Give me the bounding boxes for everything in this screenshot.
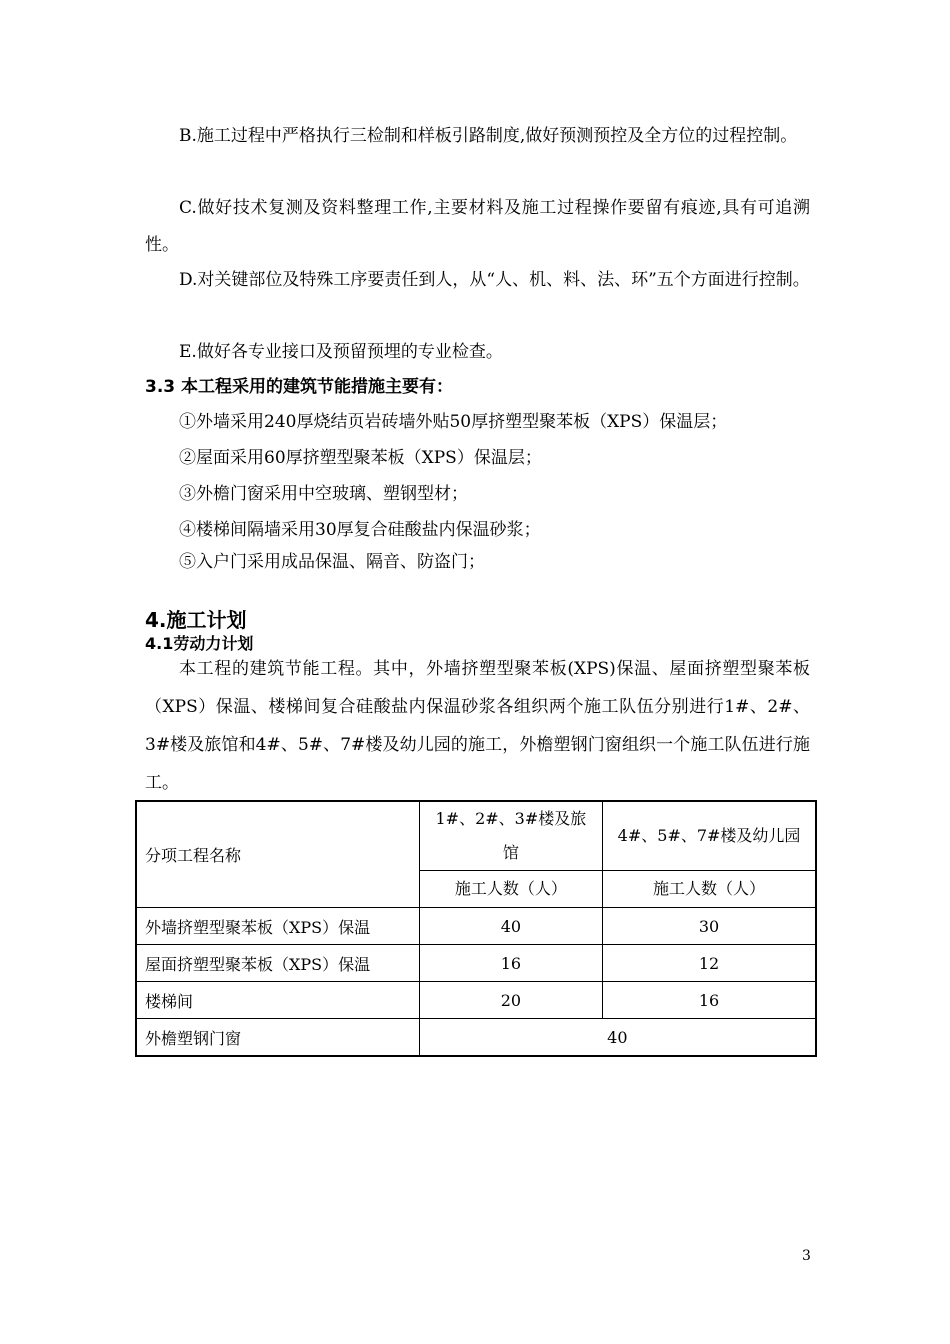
header-group-b-line2: 施工人数（人） <box>603 871 816 908</box>
section-4-1-heading: 4.1劳动力计划 <box>145 634 254 653</box>
measure-item-5: ⑤入户门采用成品保温、隔音、防盗门； <box>179 552 485 572</box>
header-group-a-line1: 1#、2#、3#楼及旅馆 <box>419 801 602 871</box>
row-name: 外墙挤塑型聚苯板（XPS）保温 <box>136 908 419 945</box>
page-number: 3 <box>802 1248 811 1264</box>
row-name: 楼梯间 <box>136 982 419 1019</box>
row-count-a: 16 <box>419 945 602 982</box>
paragraph-b: B.施工过程中严格执行三检制和样板引路制度,做好预测预控及全方位的过程控制。 <box>179 126 798 146</box>
paragraph-e: E.做好各专业接口及预留预埋的专业检查。 <box>179 342 503 362</box>
labor-plan-table <box>135 800 817 1057</box>
table-row <box>136 945 816 982</box>
paragraph-d: D.对关键部位及特殊工序要责任到人，从“人、机、料、法、环”五个方面进行控制。 <box>179 270 810 290</box>
row-count-a: 40 <box>419 908 602 945</box>
row-count-b: 16 <box>603 982 816 1019</box>
section-4-heading: 4.施工计划 <box>145 608 247 632</box>
labor-plan-paragraph: 本工程的建筑节能工程。其中，外墙挤塑型聚苯板(XPS)保温、屋面挤塑型聚苯板（XPS）保温、楼梯间复合硅酸盐内保温砂浆各组织两个施工队伍分别进行1#、2#、3#楼及旅馆和4#、5#、7#楼及幼儿园的施工，外檐塑钢门窗组织一个施工队伍进行施工。 <box>145 659 810 793</box>
row-count-merged: 40 <box>419 1019 816 1057</box>
measure-item-3: ③外檐门窗采用中空玻璃、塑钢型材； <box>179 484 468 504</box>
header-group-b-line1: 4#、5#、7#楼及幼儿园 <box>603 801 816 871</box>
table-row <box>136 908 816 945</box>
table-row <box>136 982 816 1019</box>
header-group-a-line2: 施工人数（人） <box>419 871 602 908</box>
section-3-3-heading: 3.3 本工程采用的建筑节能措施主要有： <box>145 377 454 397</box>
table-row-merged <box>136 1019 816 1057</box>
table-header-row <box>136 801 816 871</box>
measure-item-4: ④楼梯间隔墙采用30厚复合硅酸盐内保温砂浆； <box>179 520 541 540</box>
measure-item-2: ②屋面采用60厚挤塑型聚苯板（XPS）保温层； <box>179 448 542 468</box>
row-name: 屋面挤塑型聚苯板（XPS）保温 <box>136 945 419 982</box>
row-count-a: 20 <box>419 982 602 1019</box>
measure-item-1: ①外墙采用240厚烧结页岩砖墙外贴50厚挤塑型聚苯板（XPS）保温层； <box>179 412 728 432</box>
paragraph-c: C.做好技术复测及资料整理工作,主要材料及施工过程操作要留有痕迹,具有可追溯性。 <box>145 198 810 255</box>
row-name: 外檐塑钢门窗 <box>136 1019 419 1057</box>
header-project-name: 分项工程名称 <box>136 801 419 908</box>
row-count-b: 12 <box>603 945 816 982</box>
row-count-b: 30 <box>603 908 816 945</box>
